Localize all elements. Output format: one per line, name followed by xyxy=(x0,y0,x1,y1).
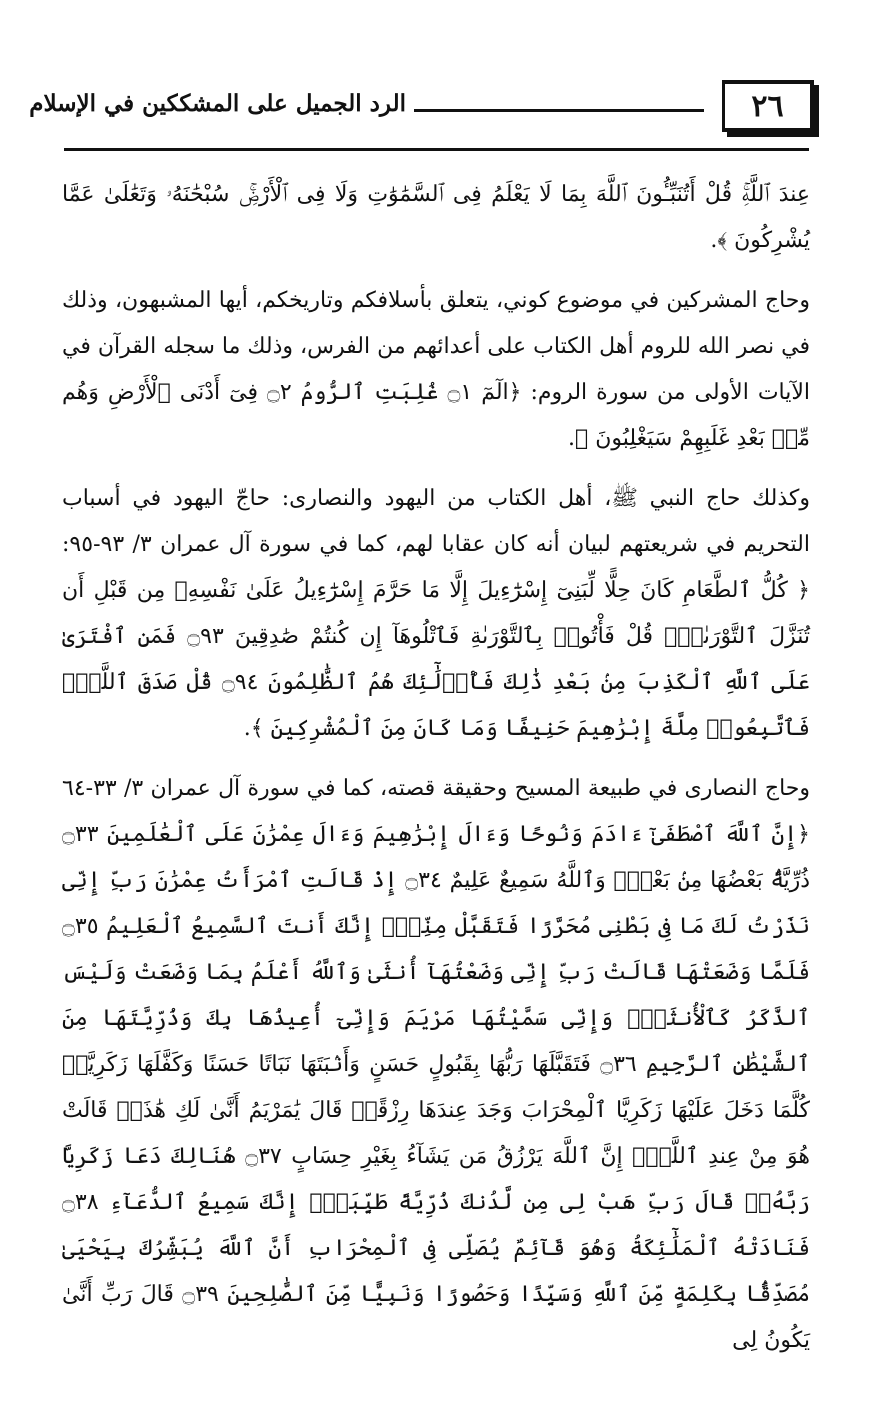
running-title: الرد الجميل على المشككين في الإسلام xyxy=(29,90,406,117)
paragraph-1 xyxy=(62,172,810,264)
quran-quote: ﴿الٓمٓ ۝١ غُلِبَتِ ٱلرُّومُ ۝٢ فِىٓ أَدْنَى ٱلْأَرْضِ وَهُم مِّنۢ بَعْدِ غَلَبِهِمْ سَيَغْلِبُونَ ﴾. xyxy=(62,380,810,451)
paragraph-2 xyxy=(62,278,810,462)
body-text xyxy=(62,172,810,1364)
quran-quote: عِندَ ٱللَّهِۚ قُلْ أَتُنَبِّـُٔونَ ٱللَّهَ بِمَا لَا يَعْلَمُ فِى ٱلسَّمَٰوَٰتِ وَلَا فِى ٱلْأَرْضِۚ سُبْحَٰنَهُۥ وَتَعَٰلَىٰ عَمَّا يُشْرِكُونَ ﴾. xyxy=(62,182,810,253)
prose-text: وحاج المشركين في موضوع كوني، يتعلق بأسلافكم وتاريخكم، أيها المشبهون، وذلك في نصر الله للروم أهل الكتاب على أعدائهم من الفرس، وذلك ما سجله القرآن في الآيات الأولى من سورة الروم: xyxy=(62,288,811,405)
quran-quote: ﴿ كُلُّ ٱلطَّعَامِ كَانَ حِلًّا لِّبَنِىٓ إِسْرَٰٓءِيلَ إِلَّا مَا حَرَّمَ إِسْرَٰٓءِيلُ عَلَىٰ نَفْسِهِۦ مِن قَبْلِ أَن تُنَزَّلَ ٱلتَّوْرَىٰةُۗ قُلْ فَأْتُوا۟ بِٱلتَّوْرَىٰةِ فَٱتْلُوهَآ إِن كُنتُمْ صَٰدِقِينَ ۝٩٣ فَمَنِ ٱفْتَرَىٰ عَلَى ٱللَّهِ ٱلْكَذِبَ مِنۢ بَعْدِ ذَٰلِكَ فَأُو۟لَٰٓئِكَ هُمُ ٱلظَّٰلِمُونَ ۝٩٤ قُلْ صَدَقَ ٱللَّهُۗ فَٱتَّبِعُوا۟ مِلَّةَ إِبْرَٰهِيمَ حَنِيفًا وَمَا كَانَ مِنَ ٱلْمُشْرِكِينَ ﴾. xyxy=(62,578,811,741)
paragraph-3 xyxy=(62,476,810,752)
quran-quote: ﴿إِنَّ ٱللَّهَ ٱصْطَفَىٰٓ ءَادَمَ وَنُوحًا وَءَالَ إِبْرَٰهِيمَ وَءَالَ عِمْرَٰنَ عَلَى ٱلْعَٰلَمِينَ ۝٣٣ ذُرِّيَّةًۢ بَعْضُهَا مِنۢ بَعْضٍۗ وَٱللَّهُ سَمِيعٌ عَلِيمٌ ۝٣٤ إِذْ قَالَتِ ٱمْرَأَتُ عِمْرَٰنَ رَبِّ إِنِّى نَذَرْتُ لَكَ مَا فِى بَطْنِى مُحَرَّرًا فَتَقَبَّلْ مِنِّىٓۖ إِنَّكَ أَنتَ ٱلسَّمِيعُ ٱلْعَلِيمُ ۝٣٥ فَلَمَّا وَضَعَتْهَا قَالَتْ رَبِّ إِنِّى وَضَعْتُهَآ أُنثَىٰ وَٱللَّهُ أَعْلَمُ بِمَا وَضَعَتْ وَلَيْسَ ٱلذَّكَرُ كَٱلْأُنثَىٰۖ وَإِنِّى سَمَّيْتُهَا مَرْيَمَ وَإِنِّىٓ أُعِيذُهَا بِكَ وَذُرِّيَّتَهَا مِنَ ٱلشَّيْطَٰنِ ٱلرَّجِيمِ ۝٣٦ فَتَقَبَّلَهَا رَبُّهَا بِقَبُولٍ حَسَنٍ وَأَنۢبَتَهَا نَبَاتًا حَسَنًا وَكَفَّلَهَا زَكَرِيَّاۖ كُلَّمَا دَخَلَ عَلَيْهَا زَكَرِيَّا ٱلْمِحْرَابَ وَجَدَ عِندَهَا رِزْقًاۖ قَالَ يَٰمَرْيَمُ أَنَّىٰ لَكِ هَٰذَاۖ قَالَتْ هُوَ مِنْ عِندِ ٱللَّهِۖ إِنَّ ٱللَّهَ يَرْزُقُ مَن يَشَآءُ بِغَيْرِ حِسَابٍ ۝٣٧ هُنَالِكَ دَعَا زَكَرِيَّا رَبَّهُۥۖ قَالَ رَبِّ هَبْ لِى مِن لَّدُنكَ ذُرِّيَّةً طَيِّبَةًۖ إِنَّكَ سَمِيعُ ٱلدُّعَآءِ ۝٣٨ فَنَادَتْهُ ٱلْمَلَٰٓئِكَةُ وَهُوَ قَآئِمٌ يُصَلِّى فِى ٱلْمِحْرَابِ أَنَّ ٱللَّهَ يُبَشِّرُكَ بِيَحْيَىٰ مُصَدِّقًۢا بِكَلِمَةٍ مِّنَ ٱللَّهِ وَسَيِّدًا وَحَصُورًا وَنَبِيًّا مِّنَ ٱلصَّٰلِحِينَ ۝٣٩ قَالَ رَبِّ أَنَّىٰ يَكُونُ لِى xyxy=(62,822,810,1353)
prose-text: وحاج النصارى في طبيعة المسيح وحقيقة قصته، كما في سورة آل عمران ٣/ ٣٣-٦٤ xyxy=(62,776,811,801)
header-rule xyxy=(414,109,704,112)
prose-text: وكذلك حاج النبي ﷺ، أهل الكتاب من اليهود والنصارى: حاجّ اليهود في أسباب التحريم في شريعتهم لبيان أنه كان عقابا لهم، كما في سورة آل عمران ٣/ ٩٣-٩٥: xyxy=(62,486,810,557)
page-header xyxy=(29,72,814,152)
header-divider xyxy=(64,148,809,151)
paragraph-4 xyxy=(62,766,810,1364)
page-number: ٢٦ xyxy=(722,80,814,132)
